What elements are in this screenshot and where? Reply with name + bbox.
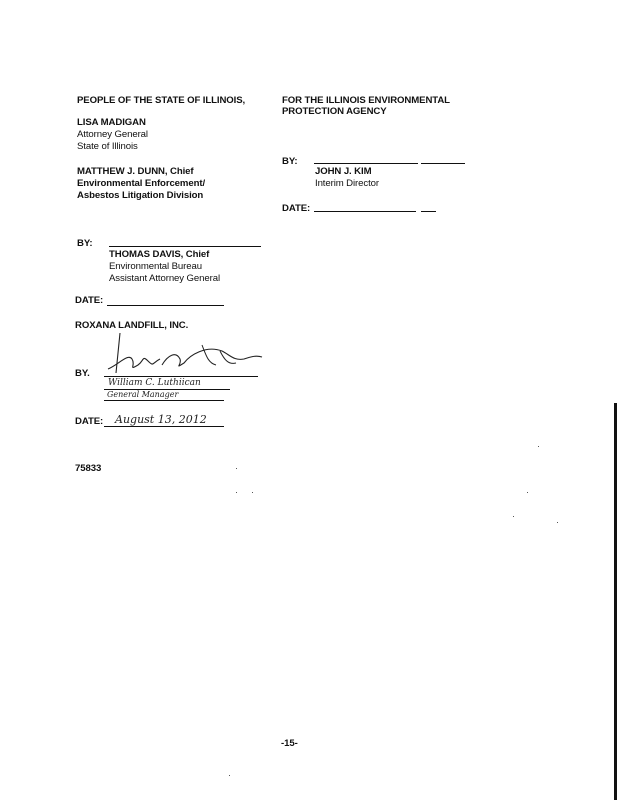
agency-date-label: DATE: [282,203,311,214]
company-name: ROXANA LANDFILL, INC. [75,320,189,331]
agency-signature-line-ext [421,163,465,164]
company-title-line [104,400,224,401]
scan-speck [557,522,558,523]
signature-stroke-3 [202,345,236,365]
scan-speck [252,492,253,493]
people-signer-bureau: Environmental Bureau [109,261,202,272]
agency-date-line-ext [421,211,436,212]
signature-stroke-1 [108,333,160,373]
company-handwritten-date: August 13, 2012 [115,413,207,426]
chief-name: MATTHEW J. DUNN, Chief [77,166,194,177]
agency-by-label: BY: [282,156,298,167]
scan-speck [513,516,514,517]
agency-signer-title: Interim Director [315,178,379,189]
agency-date-line [314,211,416,212]
agency-heading-line1: FOR THE ILLINOIS ENVIRONMENTAL [282,95,450,106]
people-date-label: DATE: [75,295,104,306]
attorney-general-title: Attorney General [77,129,148,140]
chief-division-line1: Environmental Enforcement/ [77,178,206,189]
people-date-line [107,305,224,306]
page-number: -15- [281,738,298,749]
scan-speck [527,492,528,493]
company-date-line [104,426,224,427]
scan-speck [538,446,539,447]
document-number: 75833 [75,463,102,474]
chief-division-line2: Asbestos Litigation Division [77,190,204,201]
scan-edge-bar [614,403,617,800]
scan-speck [229,775,230,776]
attorney-general-name: LISA MADIGAN [77,117,146,128]
company-handwritten-title: General Manager [107,390,179,399]
scan-speck [236,492,237,493]
people-signer-name: THOMAS DAVIS, Chief [109,249,210,260]
agency-signer-name: JOHN J. KIM [315,166,372,177]
people-signature-line [109,246,261,247]
company-date-label: DATE: [75,416,104,427]
company-signature-line [104,376,258,377]
people-signer-title: Assistant Attorney General [109,273,220,284]
company-handwritten-name: William C. Luthiican [108,378,201,388]
company-by-label: BY. [75,368,90,379]
attorney-general-state: State of Illinois [77,141,138,152]
agency-signature-line [314,163,418,164]
people-by-label: BY: [77,238,93,249]
scan-speck [236,468,237,469]
people-heading: PEOPLE OF THE STATE OF ILLINOIS, [77,95,246,106]
agency-heading-line2: PROTECTION AGENCY [282,106,387,117]
